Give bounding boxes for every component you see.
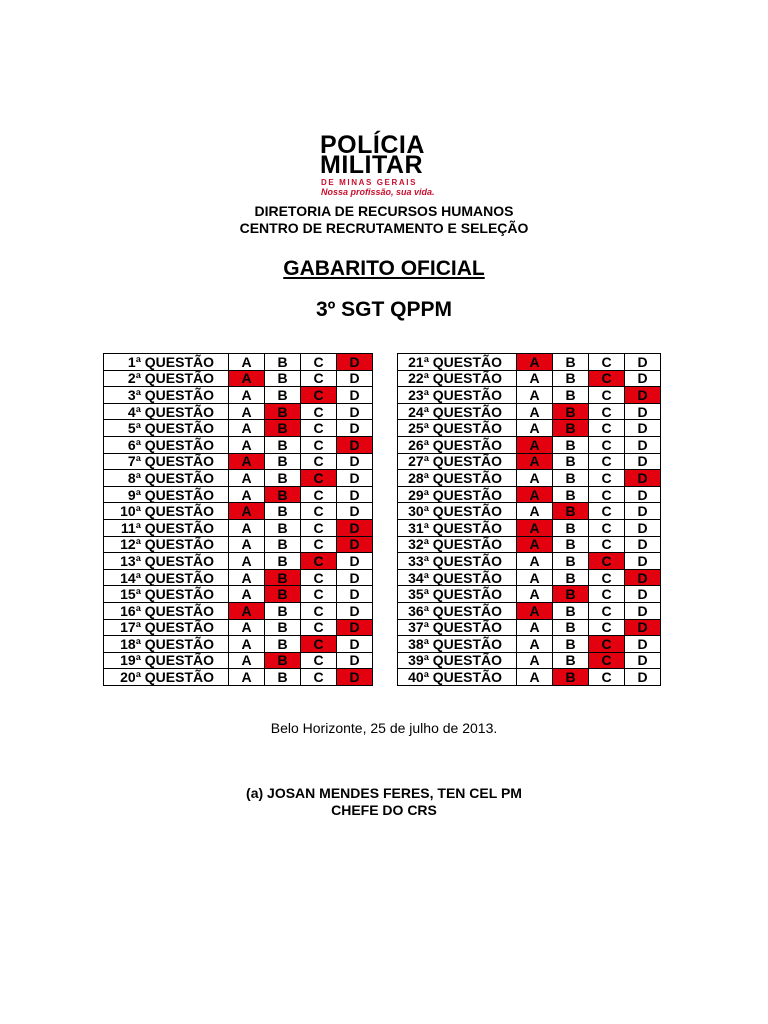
option-cell: D	[337, 486, 373, 503]
option-cell: B	[553, 453, 589, 470]
answer-row	[104, 387, 373, 404]
answer-row	[104, 436, 373, 453]
logo-line-policia: POLÍCIA	[320, 131, 425, 159]
answer-row	[398, 453, 661, 470]
option-cell: D	[337, 569, 373, 586]
option-cell: D	[337, 553, 373, 570]
pmmg-logo	[320, 131, 450, 197]
option-cell: A	[229, 470, 265, 487]
question-label: 34ª QUESTÃO	[398, 569, 517, 586]
question-label: 19ª QUESTÃO	[104, 652, 229, 669]
option-cell: B	[553, 519, 589, 536]
correct-option-cell: B	[553, 669, 589, 686]
option-cell: A	[517, 420, 553, 437]
option-cell: D	[625, 370, 661, 387]
option-cell: B	[553, 553, 589, 570]
question-label: 28ª QUESTÃO	[398, 470, 517, 487]
correct-option-cell: C	[301, 553, 337, 570]
option-cell: C	[589, 669, 625, 686]
option-cell: C	[589, 619, 625, 636]
question-label: 24ª QUESTÃO	[398, 403, 517, 420]
option-cell: C	[301, 669, 337, 686]
option-cell: C	[301, 453, 337, 470]
correct-option-cell: A	[517, 354, 553, 371]
correct-option-cell: D	[337, 619, 373, 636]
option-cell: C	[301, 436, 337, 453]
logo-tagline: Nossa profissão, sua vida.	[321, 187, 435, 197]
correct-option-cell: B	[553, 403, 589, 420]
question-label: 12ª QUESTÃO	[104, 536, 229, 553]
option-cell: D	[625, 453, 661, 470]
option-cell: D	[337, 602, 373, 619]
correct-option-cell: B	[553, 503, 589, 520]
question-label: 18ª QUESTÃO	[104, 636, 229, 653]
correct-option-cell: C	[301, 636, 337, 653]
option-cell: B	[553, 387, 589, 404]
correct-option-cell: C	[589, 370, 625, 387]
correct-option-cell: A	[517, 536, 553, 553]
option-cell: C	[301, 602, 337, 619]
correct-option-cell: C	[301, 470, 337, 487]
option-cell: B	[265, 553, 301, 570]
question-label: 1ª QUESTÃO	[104, 354, 229, 371]
option-cell: A	[229, 586, 265, 603]
option-cell: D	[625, 669, 661, 686]
correct-option-cell: A	[517, 602, 553, 619]
option-cell: B	[265, 354, 301, 371]
header-directorate: DIRETORIA DE RECURSOS HUMANOS	[254, 203, 514, 219]
option-cell: A	[229, 519, 265, 536]
option-cell: D	[625, 553, 661, 570]
answer-row	[398, 569, 661, 586]
question-label: 9ª QUESTÃO	[104, 486, 229, 503]
option-cell: B	[265, 536, 301, 553]
option-cell: D	[337, 503, 373, 520]
option-cell: D	[625, 519, 661, 536]
option-cell: B	[265, 370, 301, 387]
correct-option-cell: B	[265, 586, 301, 603]
question-label: 7ª QUESTÃO	[104, 453, 229, 470]
question-label: 27ª QUESTÃO	[398, 453, 517, 470]
correct-option-cell: B	[553, 586, 589, 603]
correct-option-cell: D	[625, 387, 661, 404]
correct-option-cell: D	[625, 569, 661, 586]
place-date: Belo Horizonte, 25 de julho de 2013.	[270, 720, 498, 736]
question-label: 14ª QUESTÃO	[104, 569, 229, 586]
option-cell: C	[301, 486, 337, 503]
option-cell: D	[337, 652, 373, 669]
answer-table-right	[397, 353, 661, 686]
question-label: 15ª QUESTÃO	[104, 586, 229, 603]
correct-option-cell: B	[265, 652, 301, 669]
option-cell: D	[625, 403, 661, 420]
option-cell: D	[625, 602, 661, 619]
option-cell: D	[337, 470, 373, 487]
option-cell: C	[589, 403, 625, 420]
correct-option-cell: D	[337, 536, 373, 553]
option-cell: B	[265, 387, 301, 404]
answer-table-left	[103, 353, 373, 686]
option-cell: B	[553, 602, 589, 619]
correct-option-cell: A	[517, 486, 553, 503]
option-cell: C	[589, 453, 625, 470]
correct-option-cell: C	[301, 387, 337, 404]
option-cell: A	[517, 619, 553, 636]
question-label: 22ª QUESTÃO	[398, 370, 517, 387]
answer-row	[104, 519, 373, 536]
page-title: GABARITO OFICIAL	[283, 257, 485, 280]
option-cell: C	[301, 569, 337, 586]
question-label: 30ª QUESTÃO	[398, 503, 517, 520]
answer-row	[104, 652, 373, 669]
option-cell: C	[589, 486, 625, 503]
option-cell: A	[229, 569, 265, 586]
correct-option-cell: A	[229, 453, 265, 470]
answer-row	[104, 586, 373, 603]
answer-row	[104, 602, 373, 619]
option-cell: A	[229, 420, 265, 437]
option-cell: C	[589, 569, 625, 586]
option-cell: A	[517, 387, 553, 404]
correct-option-cell: D	[337, 669, 373, 686]
option-cell: A	[229, 486, 265, 503]
option-cell: C	[589, 536, 625, 553]
correct-option-cell: A	[229, 602, 265, 619]
answer-row	[398, 519, 661, 536]
answer-row	[398, 636, 661, 653]
question-label: 10ª QUESTÃO	[104, 503, 229, 520]
correct-option-cell: D	[337, 436, 373, 453]
option-cell: D	[625, 586, 661, 603]
correct-option-cell: A	[517, 436, 553, 453]
option-cell: C	[301, 420, 337, 437]
question-label: 25ª QUESTÃO	[398, 420, 517, 437]
answer-row	[104, 669, 373, 686]
option-cell: B	[265, 602, 301, 619]
correct-option-cell: A	[229, 503, 265, 520]
answer-row	[104, 420, 373, 437]
answer-row	[104, 536, 373, 553]
question-label: 4ª QUESTÃO	[104, 403, 229, 420]
option-cell: B	[553, 636, 589, 653]
option-cell: D	[337, 453, 373, 470]
option-cell: D	[625, 652, 661, 669]
question-label: 26ª QUESTÃO	[398, 436, 517, 453]
question-label: 5ª QUESTÃO	[104, 420, 229, 437]
question-label: 20ª QUESTÃO	[104, 669, 229, 686]
option-cell: A	[517, 586, 553, 603]
option-cell: C	[589, 354, 625, 371]
option-cell: A	[229, 669, 265, 686]
question-label: 13ª QUESTÃO	[104, 553, 229, 570]
option-cell: A	[229, 387, 265, 404]
answer-row	[104, 453, 373, 470]
option-cell: C	[301, 519, 337, 536]
answer-row	[398, 669, 661, 686]
correct-option-cell: D	[337, 519, 373, 536]
option-cell: C	[301, 354, 337, 371]
option-cell: B	[553, 536, 589, 553]
option-cell: B	[553, 436, 589, 453]
option-cell: C	[301, 370, 337, 387]
option-cell: D	[337, 370, 373, 387]
question-label: 17ª QUESTÃO	[104, 619, 229, 636]
option-cell: B	[553, 569, 589, 586]
answer-row	[104, 470, 373, 487]
option-cell: C	[589, 503, 625, 520]
question-label: 33ª QUESTÃO	[398, 553, 517, 570]
option-cell: A	[229, 652, 265, 669]
option-cell: B	[265, 619, 301, 636]
option-cell: B	[265, 503, 301, 520]
option-cell: A	[517, 636, 553, 653]
option-cell: C	[589, 436, 625, 453]
option-cell: C	[589, 602, 625, 619]
option-cell: C	[589, 387, 625, 404]
option-cell: B	[265, 519, 301, 536]
correct-option-cell: B	[265, 420, 301, 437]
option-cell: D	[625, 536, 661, 553]
option-cell: C	[301, 403, 337, 420]
option-cell: A	[229, 619, 265, 636]
answer-row	[398, 503, 661, 520]
option-cell: A	[517, 669, 553, 686]
answer-row	[398, 602, 661, 619]
question-label: 2ª QUESTÃO	[104, 370, 229, 387]
correct-option-cell: C	[589, 636, 625, 653]
option-cell: C	[301, 503, 337, 520]
answer-row	[104, 553, 373, 570]
option-cell: A	[229, 354, 265, 371]
option-cell: A	[229, 536, 265, 553]
option-cell: B	[553, 354, 589, 371]
question-label: 39ª QUESTÃO	[398, 652, 517, 669]
correct-option-cell: B	[265, 569, 301, 586]
answer-row	[104, 503, 373, 520]
correct-option-cell: B	[553, 420, 589, 437]
answer-row	[104, 619, 373, 636]
answer-row	[398, 652, 661, 669]
question-label: 40ª QUESTÃO	[398, 669, 517, 686]
correct-option-cell: A	[229, 370, 265, 387]
option-cell: D	[337, 403, 373, 420]
option-cell: D	[625, 636, 661, 653]
option-cell: C	[589, 586, 625, 603]
question-label: 16ª QUESTÃO	[104, 602, 229, 619]
logo-line-militar: MILITAR	[320, 151, 424, 179]
option-cell: B	[553, 652, 589, 669]
option-cell: D	[337, 420, 373, 437]
option-cell: D	[625, 354, 661, 371]
answer-row	[398, 619, 661, 636]
answer-row	[398, 553, 661, 570]
option-cell: A	[517, 652, 553, 669]
question-label: 32ª QUESTÃO	[398, 536, 517, 553]
correct-option-cell: C	[589, 553, 625, 570]
question-label: 6ª QUESTÃO	[104, 436, 229, 453]
option-cell: C	[589, 420, 625, 437]
option-cell: D	[337, 586, 373, 603]
answer-row	[104, 370, 373, 387]
answer-row	[104, 354, 373, 371]
answer-row	[398, 486, 661, 503]
question-label: 29ª QUESTÃO	[398, 486, 517, 503]
option-cell: B	[265, 470, 301, 487]
option-cell: B	[265, 669, 301, 686]
option-cell: A	[229, 436, 265, 453]
answer-row	[398, 420, 661, 437]
question-label: 21ª QUESTÃO	[398, 354, 517, 371]
question-label: 3ª QUESTÃO	[104, 387, 229, 404]
option-cell: A	[517, 470, 553, 487]
option-cell: B	[265, 636, 301, 653]
option-cell: D	[337, 387, 373, 404]
option-cell: B	[553, 486, 589, 503]
page-subtitle: 3º SGT QPPM	[315, 298, 453, 321]
option-cell: A	[517, 569, 553, 586]
option-cell: C	[589, 519, 625, 536]
correct-option-cell: B	[265, 403, 301, 420]
option-cell: A	[229, 553, 265, 570]
correct-option-cell: A	[517, 453, 553, 470]
option-cell: C	[301, 586, 337, 603]
option-cell: B	[265, 453, 301, 470]
signature-name: (a) JOSAN MENDES FERES, TEN CEL PM	[246, 785, 522, 801]
answer-row	[398, 470, 661, 487]
answer-row	[104, 403, 373, 420]
answer-row	[398, 586, 661, 603]
question-label: 8ª QUESTÃO	[104, 470, 229, 487]
answer-row	[104, 569, 373, 586]
logo-line-minas-gerais: DE MINAS GERAIS	[321, 178, 418, 187]
correct-option-cell: A	[517, 519, 553, 536]
option-cell: B	[553, 370, 589, 387]
question-label: 37ª QUESTÃO	[398, 619, 517, 636]
option-cell: C	[589, 470, 625, 487]
correct-option-cell: C	[589, 652, 625, 669]
header-center: CENTRO DE RECRUTAMENTO E SELEÇÃO	[239, 220, 529, 236]
question-label: 31ª QUESTÃO	[398, 519, 517, 536]
answer-row	[398, 403, 661, 420]
option-cell: B	[553, 470, 589, 487]
question-label: 35ª QUESTÃO	[398, 586, 517, 603]
answer-row	[398, 387, 661, 404]
option-cell: A	[517, 370, 553, 387]
option-cell: A	[517, 503, 553, 520]
answer-row	[398, 536, 661, 553]
correct-option-cell: B	[265, 486, 301, 503]
option-cell: B	[553, 619, 589, 636]
option-cell: D	[625, 420, 661, 437]
option-cell: A	[229, 636, 265, 653]
option-cell: C	[301, 536, 337, 553]
answer-row	[398, 354, 661, 371]
question-label: 36ª QUESTÃO	[398, 602, 517, 619]
option-cell: D	[625, 503, 661, 520]
answer-row	[104, 636, 373, 653]
question-label: 23ª QUESTÃO	[398, 387, 517, 404]
question-label: 38ª QUESTÃO	[398, 636, 517, 653]
answer-row	[398, 370, 661, 387]
answer-row	[104, 486, 373, 503]
signature-role: CHEFE DO CRS	[331, 802, 437, 818]
answer-row	[398, 436, 661, 453]
option-cell: C	[301, 652, 337, 669]
correct-option-cell: D	[625, 470, 661, 487]
option-cell: A	[517, 553, 553, 570]
question-label: 11ª QUESTÃO	[104, 519, 229, 536]
option-cell: A	[229, 403, 265, 420]
option-cell: D	[625, 486, 661, 503]
correct-option-cell: D	[625, 619, 661, 636]
option-cell: B	[265, 436, 301, 453]
correct-option-cell: D	[337, 354, 373, 371]
option-cell: D	[625, 436, 661, 453]
option-cell: C	[301, 619, 337, 636]
option-cell: A	[517, 403, 553, 420]
option-cell: D	[337, 636, 373, 653]
